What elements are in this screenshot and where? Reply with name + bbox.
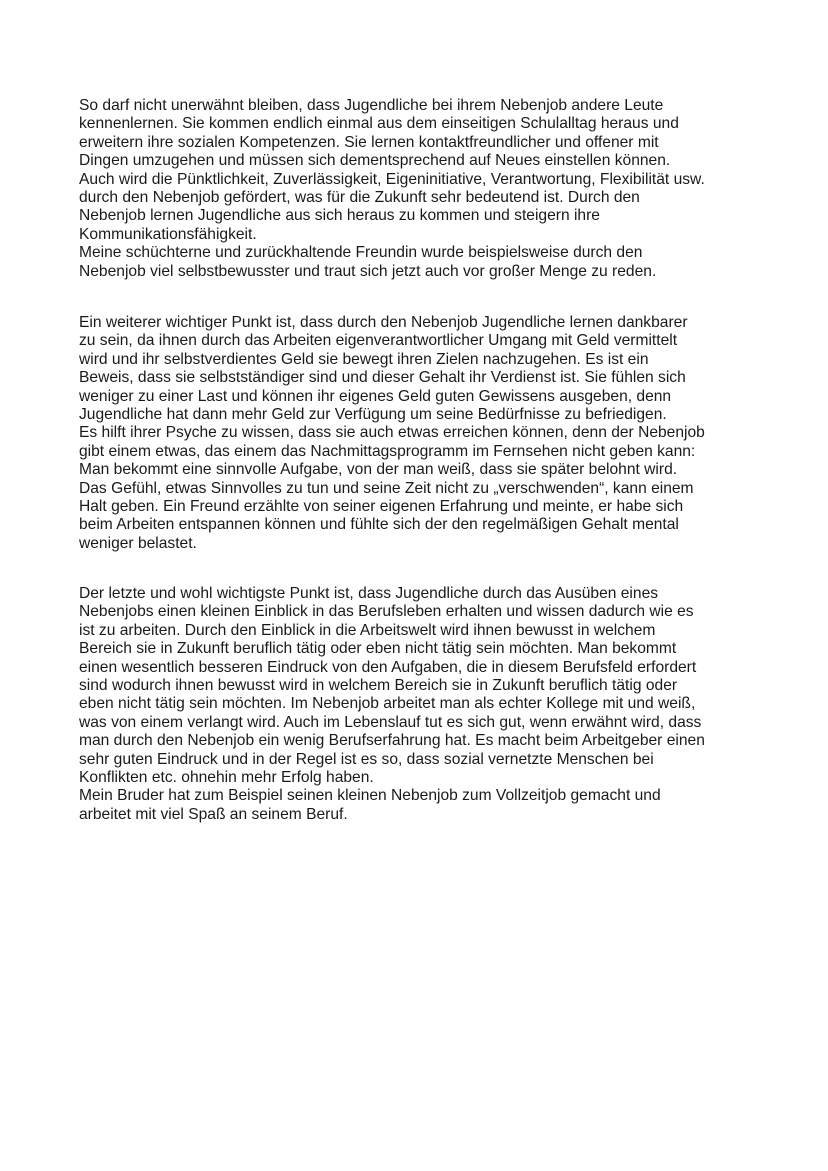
text-line: eben nicht tätig sein möchten. Im Nebenjob arbeitet man als echter Kollege mit und weiß, xyxy=(79,695,696,713)
text-line: wird und ihr selbstverdientes Geld sie bewegt ihren Zielen nachzugehen. Es ist ein xyxy=(79,350,649,368)
paragraph-work-experience xyxy=(79,585,759,824)
text-line: durch den Nebenjob gefördert, was für die Zukunft sehr bedeutend ist. Durch den xyxy=(79,189,640,207)
text-line: Der letzte und wohl wichtigste Punkt ist, dass Jugendliche durch das Ausüben eines xyxy=(79,585,659,602)
text-line: Nebenjob lernen Jugendliche aus sich heraus zu kommen und steigern ihre xyxy=(79,207,600,225)
text-line: einen wesentlich besseren Eindruck von den Aufgaben, die in diesem Berufsfeld erfordert xyxy=(79,658,697,676)
text-line: ist zu arbeiten. Durch den Einblick in die Arbeitswelt wird ihnen bewusst in welchem xyxy=(79,621,656,639)
paragraph-money-gratitude xyxy=(79,314,759,553)
text-line: sind wodurch ihnen bewusst wird in welchem Bereich sie in Zukunft beruflich tätig oder xyxy=(79,677,678,695)
text-line: erweitern ihre sozialen Kompetenzen. Sie lernen kontaktfreundlicher und offener mit xyxy=(79,133,659,151)
text-line: sehr guten Eindruck und in der Regel ist es so, dass sozial vernetzte Menschen bei xyxy=(79,750,654,768)
text-line: gibt einem etwas, das einem das Nachmittagsprogramm im Fernsehen nicht geben kann: xyxy=(79,442,696,460)
text-line: Jugendliche hat dann mehr Geld zur Verfügung um seine Bedürfnisse zu befriedigen. xyxy=(79,406,667,424)
text-line: weniger zu einer Last und können ihr eigenes Geld guten Gewissens ausgeben, denn xyxy=(79,387,672,405)
text-line: beim Arbeiten entspannen können und fühlte sich der den regelmäßigen Gehalt mental xyxy=(79,516,679,534)
text-line: Nebenjobs einen kleinen Einblick in das Berufsleben erhalten und wissen dadurch wie es xyxy=(79,603,694,621)
text-line: Ein weiterer wichtiger Punkt ist, dass durch den Nebenjob Jugendliche lernen dankbarer xyxy=(79,314,688,331)
text-line: Meine schüchterne und zurückhaltende Freundin wurde beispielsweise durch den xyxy=(79,244,643,262)
text-line: Man bekommt eine sinnvolle Aufgabe, von der man weiß, dass sie später belohnt wird. xyxy=(79,461,678,479)
text-line: was von einem verlangt wird. Auch im Lebenslauf tut es sich gut, wenn erwähnt wird, dass xyxy=(79,713,702,731)
text-line: Nebenjob viel selbstbewusster und traut sich jetzt auch vor großer Menge zu reden. xyxy=(79,262,657,280)
text-line: Kommunikationsfähigkeit. xyxy=(79,225,257,243)
text-line: Bereich sie in Zukunft beruflich tätig oder eben nicht tätig sein möchten. Man bekommt xyxy=(79,640,677,658)
text-line: Mein Bruder hat zum Beispiel seinen kleinen Nebenjob zum Vollzeitjob gemacht und xyxy=(79,787,661,805)
text-line: weniger belastet. xyxy=(79,534,197,552)
text-line: Das Gefühl, etwas Sinnvolles zu tun und seine Zeit nicht zu „verschwenden“, kann einem xyxy=(79,479,694,497)
text-line: zu sein, da ihnen durch das Arbeiten eigenverantwortlicher Umgang mit Geld vermittelt xyxy=(79,332,678,350)
text-line: So darf nicht unerwähnt bleiben, dass Jugendliche bei ihrem Nebenjob andere Leute xyxy=(79,97,664,114)
paragraph-social-skills xyxy=(79,97,759,281)
text-line: Konflikten etc. ohnehin mehr Erfolg haben. xyxy=(79,769,374,787)
text-line: arbeitet mit viel Spaß an seinem Beruf. xyxy=(79,805,348,823)
text-line: kennenlernen. Sie kommen endlich einmal aus dem einseitigen Schulalltag heraus und xyxy=(79,115,679,133)
text-line: Auch wird die Pünktlichkeit, Zuverlässigkeit, Eigeninitiative, Verantwortung, Flexibilität usw. xyxy=(79,170,705,188)
text-line: man durch den Nebenjob ein wenig Berufserfahrung hat. Es macht beim Arbeitgeber einen xyxy=(79,732,705,750)
text-line: Halt geben. Ein Freund erzählte von seiner eigenen Erfahrung und meinte, er habe sich xyxy=(79,498,684,516)
text-line: Dingen umzugehen und müssen sich dementsprechend auf Neues einstellen können. xyxy=(79,152,671,170)
text-line: Beweis, dass sie selbstständiger sind und dieser Gehalt ihr Verdienst ist. Sie fühlen sich xyxy=(79,369,686,387)
text-line: Es hilft ihrer Psyche zu wissen, dass sie auch etwas erreichen können, denn der Nebenjob xyxy=(79,424,705,442)
